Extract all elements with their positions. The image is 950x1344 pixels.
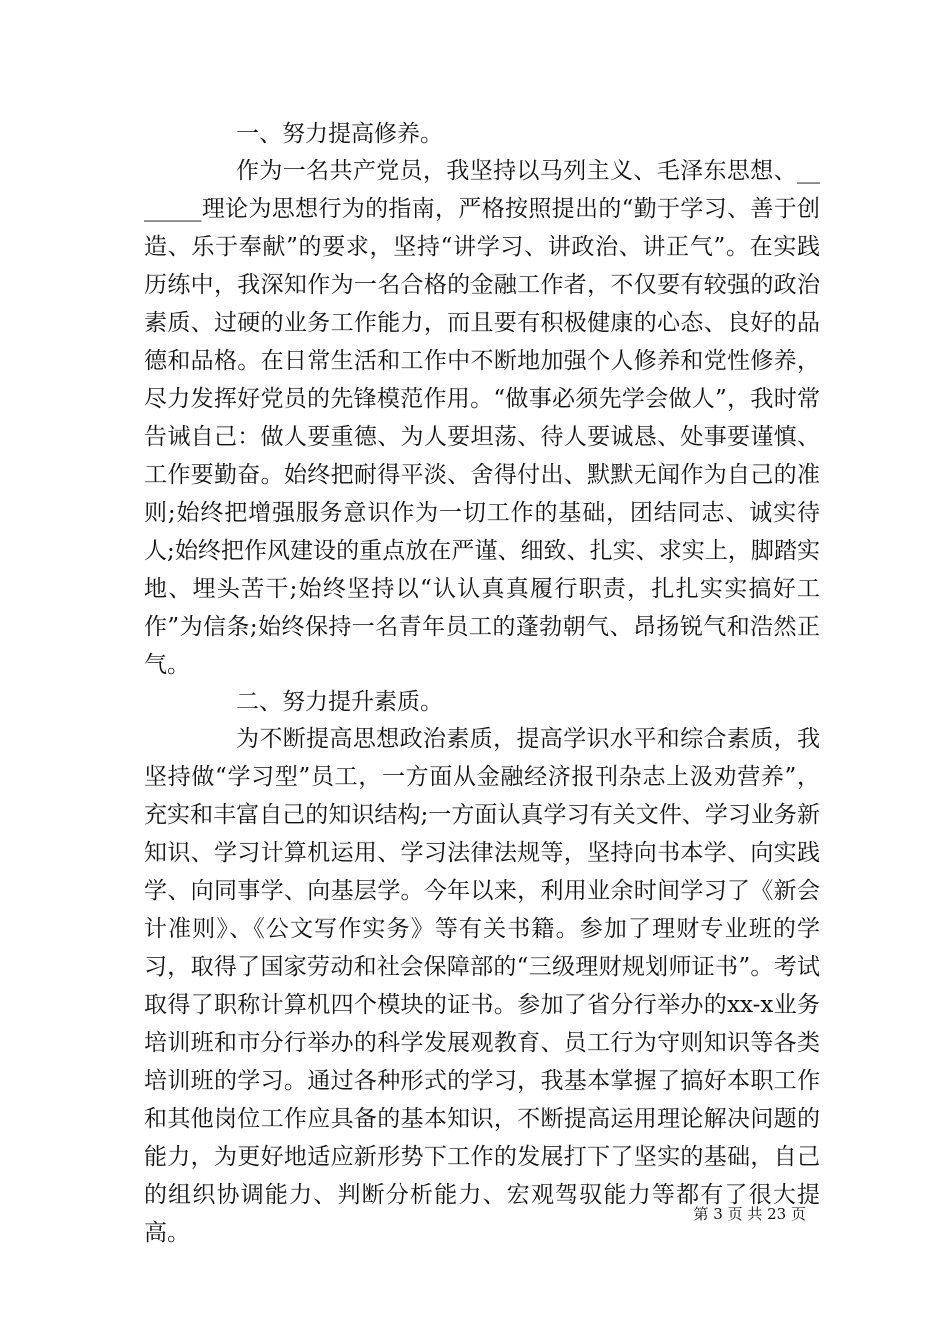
document-body [144,115,820,1251]
page-number-footer: 第 3 页 共 23 页 [693,1205,806,1223]
paragraph-1: 作为一名共产党员，我坚持以马列主义、毛泽东思想、_______理论为思想行为的指南，严格按照提出的“勤于学习、善于创造、乐于奉献”的要求，坚持“讲学习、讲政治、讲正气”。在实践历练中，我深知作为一名合格的金融工作者，不仅要有较强的政治素质、过硬的业务工作能力，而且要有积极健康的心态、良好的品德和品格。在日常生活和工作中不断地加强个人修养和党性修养，尽力发挥好党员的先锋模范作用。“做事必须先学会做人”，我时常告诫自己：做人要重德、为人要坦荡、待人要诚恳、处事要谨慎、工作要勤奋。始终把耐得平淡、舍得付出、默默无闻作为自己的准则;始终把增强服务意识作为一切工作的基础，团结同志、诚实待人;始终把作风建设的重点放在严谨、细致、扎实、求实上，脚踏实地、埋头苦干;始终坚持以“认认真真履行职责，扎扎实实搞好工作”为信条;始终保持一名青年员工的蓬勃朝气、昂扬锐气和浩然正气。 [144,158,820,678]
section-heading-1: 一、努力提高修养。 [236,121,443,147]
section-heading-2: 二、努力提升素质。 [236,689,443,715]
paragraph-2: 为不断提高思想政治素质，提高学识水平和综合素质，我坚持做“学习型”员工，一方面从金融经济报刊杂志上汲劝营养”，充实和丰富自己的知识结构;一方面认真学习有关文件、学习业务新知识、学习计算机运用、学习法律法规等，坚持向书本学、向实践学、向同事学、向基层学。今年以来，利用业余时间学习了《新会计准则》、《公文写作实务》等有关书籍。参加了理财专业班的学习，取得了国家劳动和社会保障部的“三级理财规划师证书”。考试取得了职称计算机四个模块的证书。参加了省分行举办的xx-x业务培训班和市分行举办的科学发展观教育、员工行为守则知识等各类培训班的学习。通过各种形式的学习，我基本掌握了搞好本职工作和其他岗位工作应具备的基本知识，不断提高运用理论解决问题的能力，为更好地适应新形势下工作的发展打下了坚实的基础，自己的组织协调能力、判断分析能力、宏观驾驭能力等都有了很大提高。 [144,726,820,1246]
